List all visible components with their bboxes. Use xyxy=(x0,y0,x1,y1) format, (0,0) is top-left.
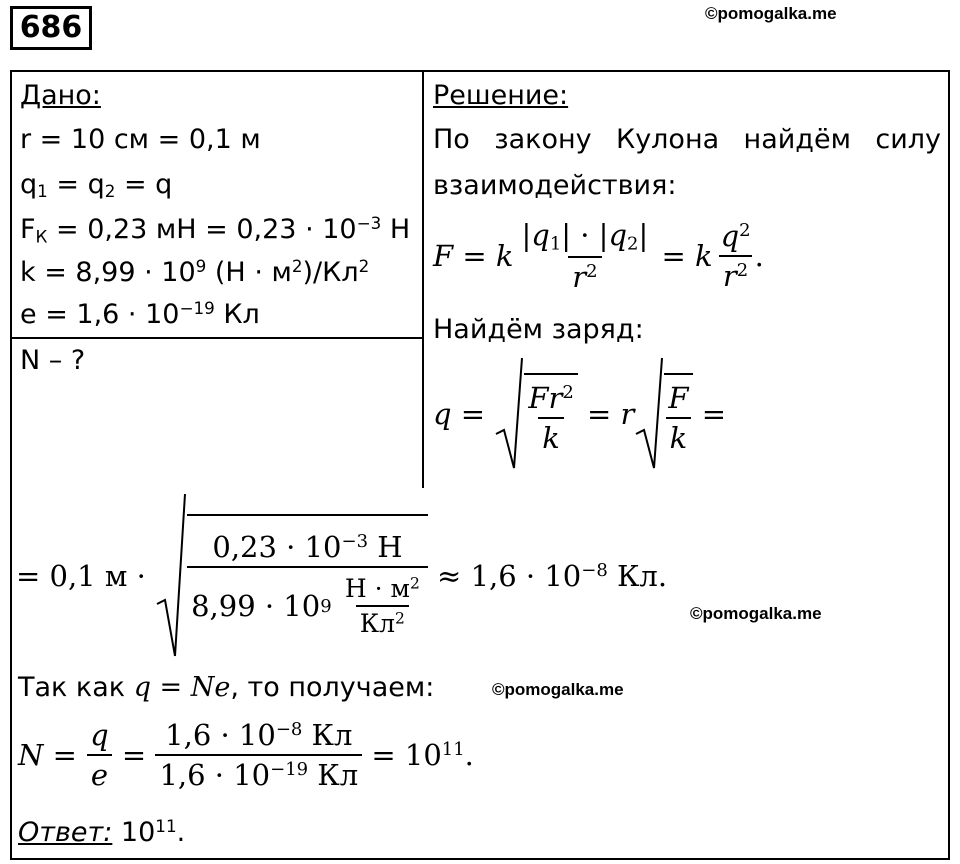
answer-line: Ответ: $10^{11}$. xyxy=(18,816,186,849)
charge-formula: q = $\frac{Fr^2}{k}$ = r $\frac{F}{k}$ = xyxy=(433,356,726,472)
because-formula: q = Ne xyxy=(133,672,231,703)
solution-heading: Решение: xyxy=(433,80,569,111)
given-heading: Дано: xyxy=(20,80,101,111)
numeric-calculation: = 0,1 м · $0,23 \cdot 10^{-3}$ Н 8,99 · 10 9 $\frac{Н \cdot м^2}{Кл^2}$ ≈ $1,6 \cdot 10^{-8}$ Кл. xyxy=(16,492,667,660)
watermark-middle: ©pomogalka.me xyxy=(690,604,822,623)
given-find: N – ? xyxy=(20,345,86,376)
coulomb-formula: F = k $\frac{|q_1| \cdot |q_2|}{r^2}$ = k $\frac{q^2}{r^2}$ . xyxy=(433,218,764,295)
given-divider xyxy=(10,337,424,339)
given-q: $q_1 = q_2 = q$ xyxy=(20,169,173,202)
given-r: r = 10 см = 0,1 м xyxy=(20,124,261,155)
sqrt-sign-1 xyxy=(494,356,524,472)
solution-line1: По закону Кулона найдём силу xyxy=(433,124,941,155)
find-charge-text: Найдём заряд: xyxy=(433,314,644,345)
final-formula: N = $\frac{q}{e}$ = $\frac{1,6 \cdot 10^{-8} Кл}{1,6 \cdot 10^{-19} Кл}$ = $10^{11}$. xyxy=(18,718,474,792)
given-k: $k = 8,99 \cdot 10^9$ $(Н \cdot м^2)/Кл^2$ xyxy=(20,256,370,289)
sqrt-sign-2 xyxy=(634,356,664,472)
table-bottom-border xyxy=(10,858,950,860)
because-text: Так как q = Ne, то получаем: xyxy=(18,672,435,703)
sqrt-sign-3 xyxy=(155,492,187,660)
table-top-border xyxy=(10,70,950,72)
solution-line2: взаимодействия: xyxy=(433,170,677,201)
table-left-border xyxy=(10,70,12,860)
column-divider xyxy=(422,70,424,488)
problem-number: 686 xyxy=(10,6,92,50)
given-e: $e = 1,6 \cdot 10^{-19}$ Кл xyxy=(20,298,260,331)
watermark-bottom: ©pomogalka.me xyxy=(492,680,624,699)
given-f: $F_К = 0,23$ мН = $0,23 \cdot 10^{-3}$ Н xyxy=(20,213,411,247)
watermark-top: ©pomogalka.me xyxy=(705,4,837,23)
table-right-border xyxy=(948,70,950,860)
answer-label: Ответ: xyxy=(18,817,113,849)
